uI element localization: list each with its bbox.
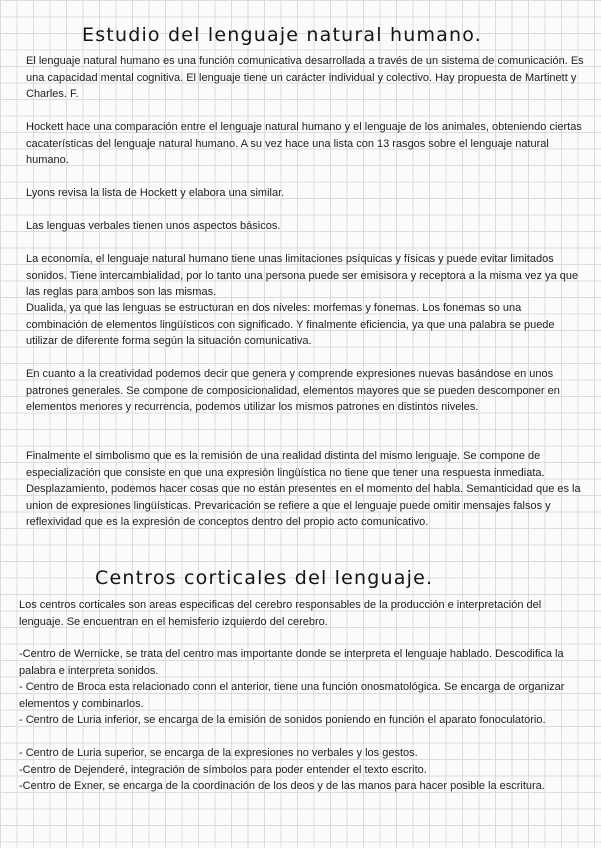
paragraph-centros-intro: Los centros corticales son areas especificas del cerebro responsables de la producción e interpretación del lenguaje. Se encuentran en el hemisferio izquierdo del cerebro. [19, 599, 542, 628]
paragraph-simbolismo: Finalmente el simbolismo que es la remisión de una realidad distinta del mismo lenguaje. Se compone de especialización que consiste en que una expresión lingüística no tiene que tener una respuesta inmediata. Desplazamiento, podemos hacer cosas que no están presentes en el momento del habla. Semanticidad que es la union de expresiones lingüísticas. Prevaricación se refiere a que el lenguaje puede omitir mensajes falsos y reflexividad que es la expresión de conceptos dentro del propio acto comunicativo. [26, 450, 581, 528]
paragraph-definition: El lenguaje natural humano es una función comunicativa desarrollada a través de un sistema de comunicación. Es una capacidad mental cognitiva. El lenguaje tiene un carácter individual y colectivo. Hay propuesta de Martinett y Charles. F. [26, 55, 584, 100]
list-item-luria-inferior: - Centro de Luria inferior, se encarga de la emisión de sonidos poniendo en función el aparato fonoculatorio. [19, 714, 546, 726]
list-item-exner: -Centro de Exner, se encarga de la coordinación de los deos y de las manos para hacer posible la escritura. [19, 780, 545, 792]
paragraph-economia: La economía, el lenguaje natural humano tiene unas limitaciones psíquicas y físicas y puede evitar limitados sonidos. Tiene intercambialidad, por lo tanto una persona puede ser emisisora y receptora a la misma vez ya que las reglas para ambos son las mismas. [26, 253, 579, 298]
paragraph-creatividad: En cuanto a la creatividad podemos decir que genera y comprende expresiones nuevas basándose en unos patrones generales. Se compone de composicionalidad, elementos mayores que se pueden descomponer en elementos menores y recurrencia, podemos utilizar los mismos patrones en distintos niveles. [26, 368, 560, 413]
list-item-dejendere: -Centro de Dejenderé, integración de símbolos para poder entender el texto escrito. [19, 764, 427, 776]
paragraph-lyons: Lyons revisa la lista de Hockett y elabora una similar. [26, 187, 285, 199]
section-title-lenguaje-natural: Estudio del lenguaje natural humano. [82, 24, 482, 46]
list-item-luria-superior: - Centro de Luria superior, se encarga de la expresiones no verbales y los gestos. [19, 747, 418, 759]
paragraph-hockett: Hockett hace una comparación entre el lenguaje natural humano y el lenguaje de los animales, obteniendo ciertas cacaterísticas del lenguaje natural humano. A su vez hace una lista con 13 rasgos sobre el lenguaje natural humano. [26, 121, 582, 166]
section-title-centros-corticales: Centros corticales del lenguaje. [95, 567, 434, 589]
list-item-wernicke: -Centro de Wernicke, se trata del centro mas importante donde se interpreta el lenguaje hablado. Descodifica la palabra e interpreta sonidos. [19, 648, 564, 677]
paragraph-dualidad: Dualida, ya que las lenguas se estructuran en dos niveles: morfemas y fonemas. Los fonemas so una combinación de elementos lingüísticos con significado. Y finalmente eficiencia, ya que una palabra se puede utilizar de diferente forma según la situación comunicativa. [26, 302, 555, 347]
paragraph-aspects: Las lenguas verbales tienen unos aspectos básicos. [26, 220, 281, 232]
list-item-broca: - Centro de Broca esta relacionado conn el anterior, tiene una función onosmatológica. Se encarga de organizar elementos y combinarlos. [19, 681, 565, 710]
